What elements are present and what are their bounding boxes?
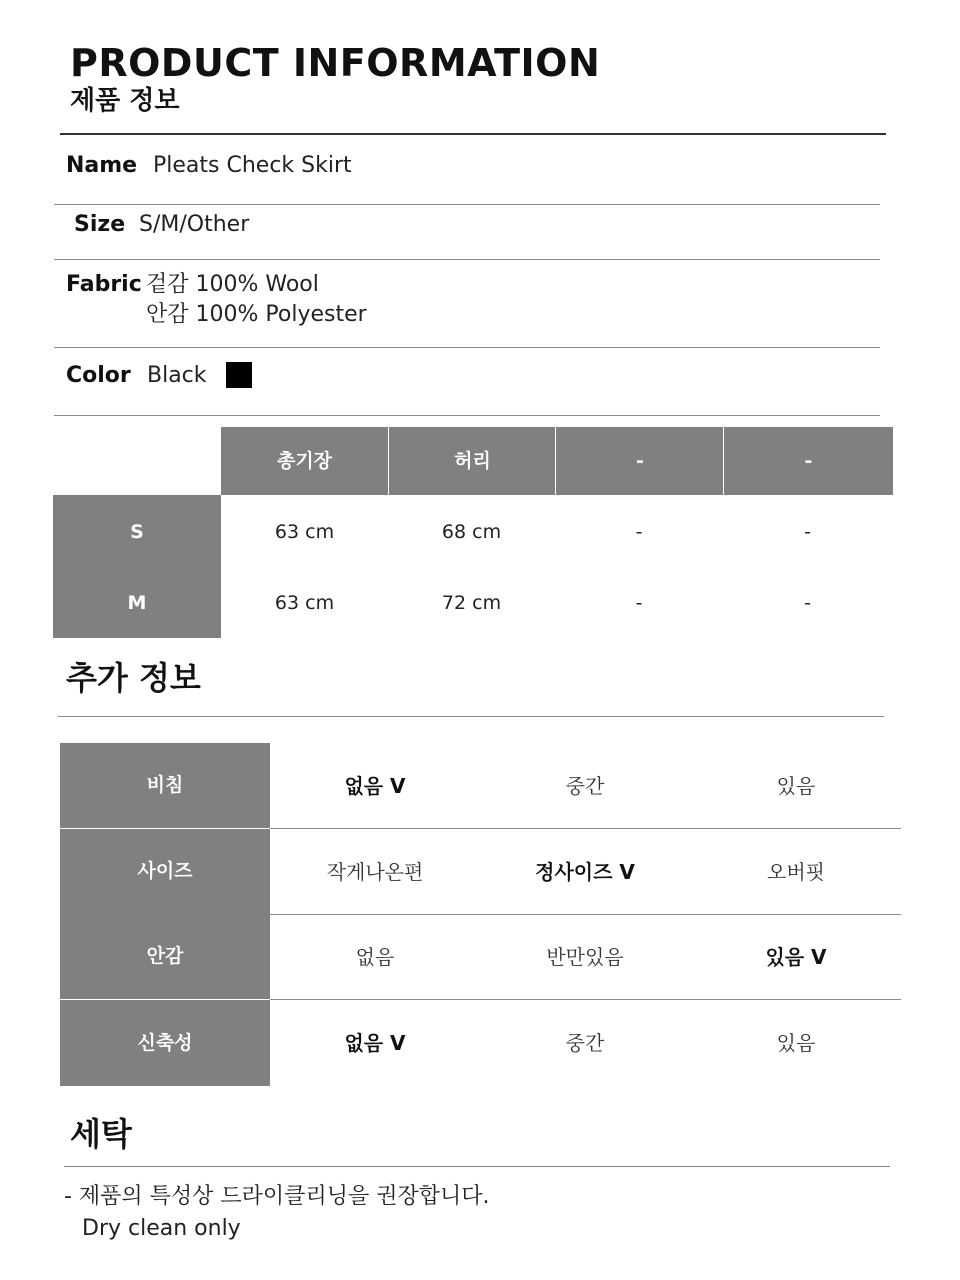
extra-info-label: 비침	[60, 743, 270, 828]
page-subtitle: 제품 정보	[70, 86, 180, 116]
header-divider	[60, 133, 886, 135]
fabric-outer: 겉감 100% Wool	[146, 272, 319, 297]
extra-info-option: 정사이즈 V	[535, 860, 635, 884]
care-note: - 제품의 특성상 드라이클리닝을 권장합니다.	[64, 1184, 490, 1209]
size-label: Size	[74, 212, 126, 237]
color-swatch	[226, 362, 252, 388]
extra-info-title: 추가 정보	[66, 659, 201, 697]
extra-info-option: 있음	[776, 774, 816, 798]
name-value: Pleats Check Skirt	[153, 153, 352, 178]
care-note-en: Dry clean only	[82, 1216, 241, 1241]
fabric-label: Fabric	[66, 272, 142, 297]
fabric-lining: 안감 100% Polyester	[146, 302, 367, 327]
row-divider	[54, 259, 880, 260]
color-label: Color	[66, 363, 131, 388]
size-col-header: 총기장	[221, 427, 388, 495]
extra-info-option: 중간	[565, 774, 605, 798]
extra-info-label: 신축성	[60, 1000, 270, 1086]
color-value: Black	[147, 363, 207, 388]
extra-info-option: 없음 V	[344, 1031, 406, 1055]
extra-info-label: 안감	[60, 914, 270, 999]
row-divider	[54, 415, 880, 416]
section-divider	[64, 1166, 890, 1167]
size-cell: 72 cm	[441, 591, 502, 614]
size-col-header: -	[723, 427, 893, 495]
extra-info-option: 중간	[565, 1031, 605, 1055]
size-col-header: 허리	[388, 427, 556, 495]
extra-info-option: 있음	[776, 1031, 816, 1055]
size-value: S/M/Other	[139, 212, 250, 237]
size-row-header: M	[127, 591, 147, 614]
row-divider	[54, 347, 880, 348]
size-cell: -	[804, 520, 811, 543]
extra-info-option: 없음 V	[344, 774, 406, 798]
extra-info-option: 없음	[355, 945, 395, 969]
size-cell: 63 cm	[274, 591, 335, 614]
size-col-header: -	[555, 427, 724, 495]
section-divider	[58, 716, 884, 717]
extra-info-option: 작게나온편	[326, 860, 424, 884]
size-cell: 63 cm	[274, 520, 335, 543]
extra-info-option: 있음 V	[765, 945, 827, 969]
size-cell: -	[635, 591, 643, 614]
row-divider	[54, 204, 880, 205]
size-cell: -	[804, 591, 811, 614]
name-label: Name	[66, 153, 138, 178]
care-title: 세탁	[70, 1115, 132, 1153]
size-row-header: S	[130, 520, 144, 543]
size-cell: 68 cm	[441, 520, 502, 543]
extra-info-label: 사이즈	[60, 829, 270, 914]
page-title: PRODUCT INFORMATION	[70, 41, 601, 85]
extra-info-option: 반만있음	[546, 945, 624, 969]
size-cell: -	[635, 520, 643, 543]
extra-info-option: 오버핏	[767, 860, 825, 884]
